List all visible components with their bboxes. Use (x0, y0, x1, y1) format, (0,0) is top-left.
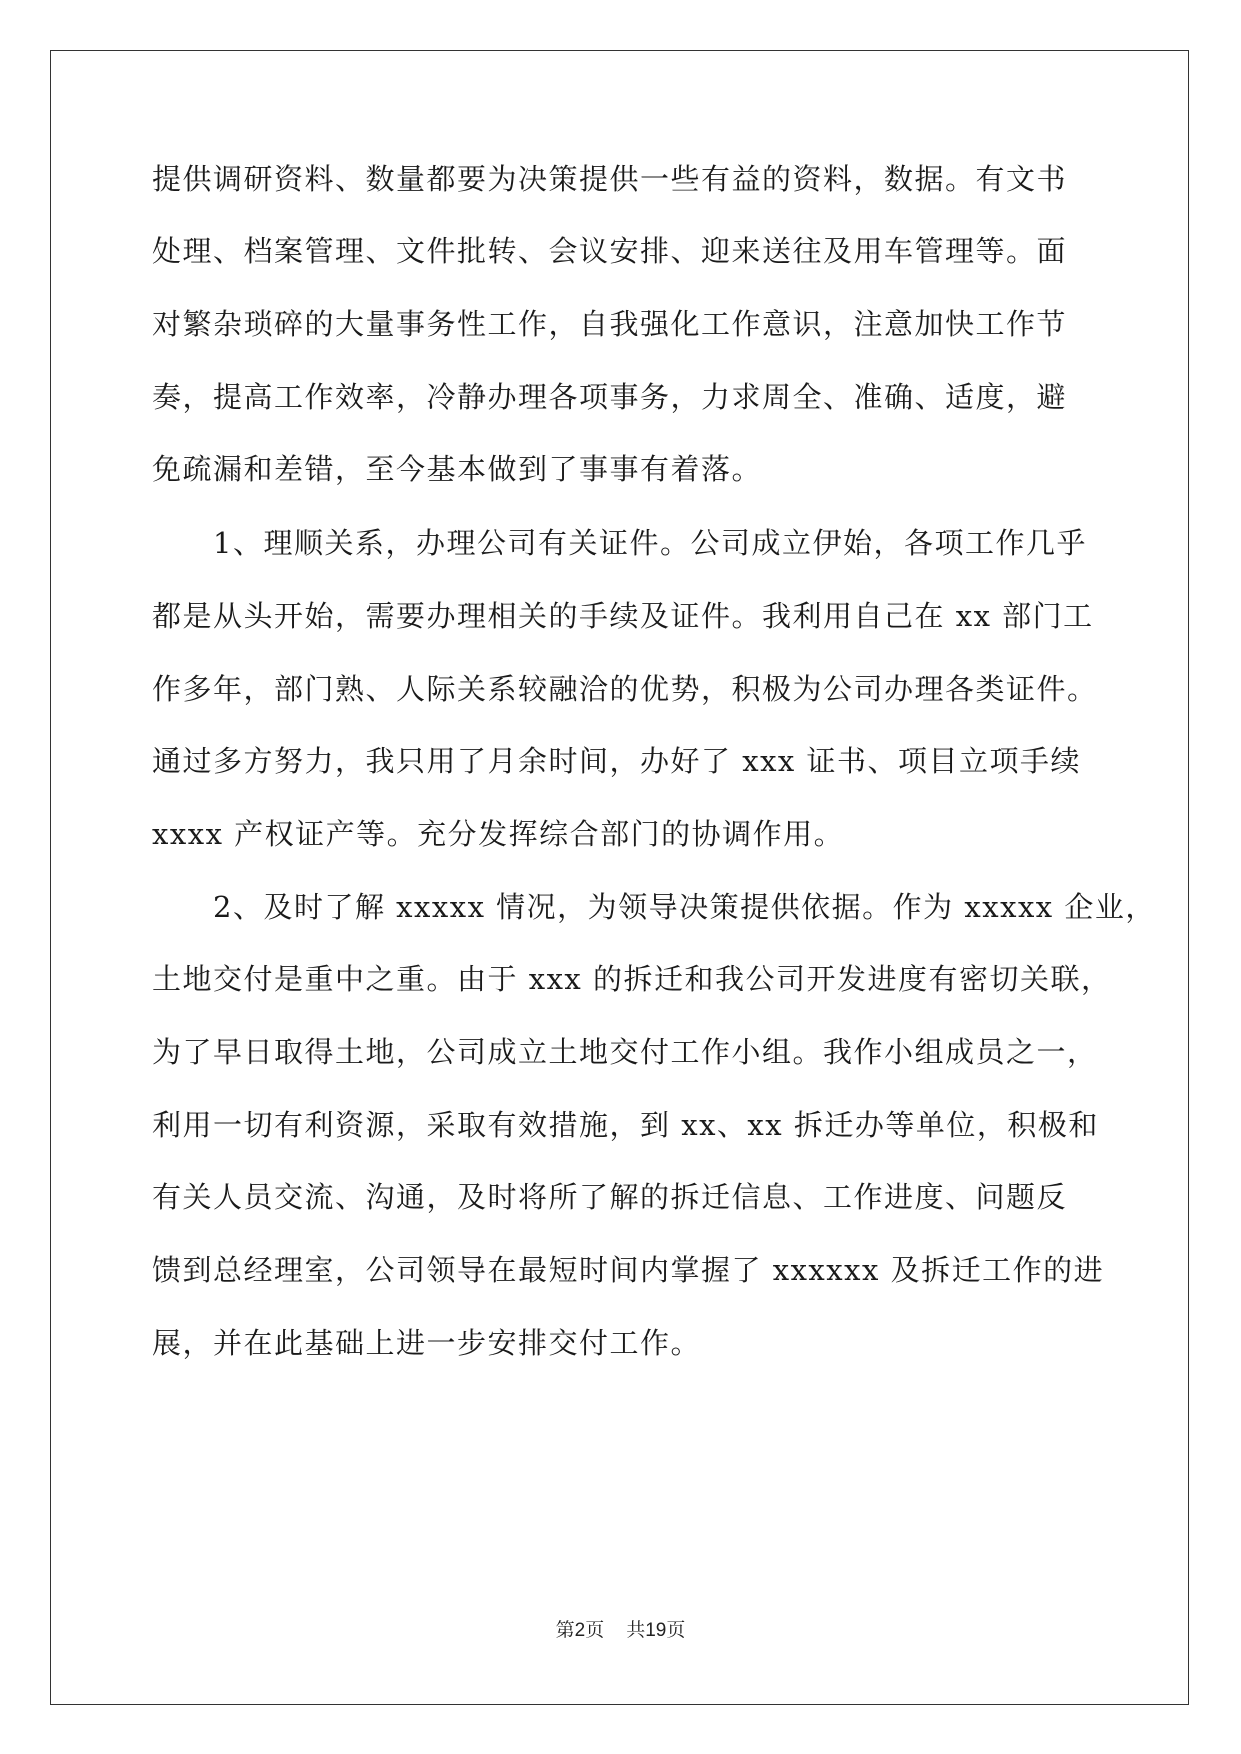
text-line: 为了早日取得土地，公司成立土地交付工作小组。我作小组成员之一， (152, 1035, 1098, 1069)
text-line: 作多年，部门熟、人际关系较融洽的优势，积极为公司办理各类证件。 (152, 672, 1098, 706)
paragraph-first-line: 1、理顺关系，办理公司有关证件。公司成立伊始，各项工作几乎 (152, 526, 1087, 560)
text-line: 对繁杂琐碎的大量事务性工作，自我强化工作意识，注意加快工作节 (152, 307, 1068, 341)
text-line: 利用一切有利资源，采取有效措施，到 xx、xx 拆迁办等单位，积极和 (152, 1108, 1099, 1142)
text-line: 奏，提高工作效率，冷静办理各项事务，力求周全、准确、适度，避 (152, 380, 1068, 414)
text-line: 都是从头开始，需要办理相关的手续及证件。我利用自己在 xx 部门工 (152, 599, 1094, 633)
footer-total-suffix: 页 (666, 1619, 686, 1641)
page-footer (0, 1617, 1241, 1644)
text-line: 有关人员交流、沟通，及时将所了解的拆迁信息、工作进度、问题反 (152, 1180, 1068, 1214)
footer-prefix: 第 (555, 1619, 575, 1641)
paragraph-first-line: 2、及时了解 xxxxx 情况，为领导决策提供依据。作为 xxxxx 企业， (152, 890, 1156, 924)
text-line: xxxx 产权证产等。充分发挥综合部门的协调作用。 (152, 817, 845, 851)
text-line: 馈到总经理室，公司领导在最短时间内掌握了 xxxxxx 及拆迁工作的进 (152, 1253, 1105, 1287)
text-line: 土地交付是重中之重。由于 xxx 的拆迁和我公司开发进度有密切关联， (152, 962, 1112, 996)
text-line: 提供调研资料、数量都要为决策提供一些有益的资料，数据。有文书 (152, 162, 1068, 196)
footer-total-prefix: 共 (626, 1619, 646, 1641)
text-line: 免疏漏和差错，至今基本做到了事事有着落。 (152, 452, 763, 486)
total-pages-number: 19 (645, 1620, 667, 1641)
current-page-number: 2 (574, 1620, 586, 1641)
text-line: 展，并在此基础上进一步安排交付工作。 (152, 1326, 702, 1360)
page-border (50, 50, 1189, 1705)
text-line: 通过多方努力，我只用了月余时间，办好了 xxx 证书、项目立项手续 (152, 744, 1082, 778)
text-line: 处理、档案管理、文件批转、会议安排、迎来送往及用车管理等。面 (152, 234, 1068, 268)
footer-page-suffix: 页 (585, 1619, 605, 1641)
